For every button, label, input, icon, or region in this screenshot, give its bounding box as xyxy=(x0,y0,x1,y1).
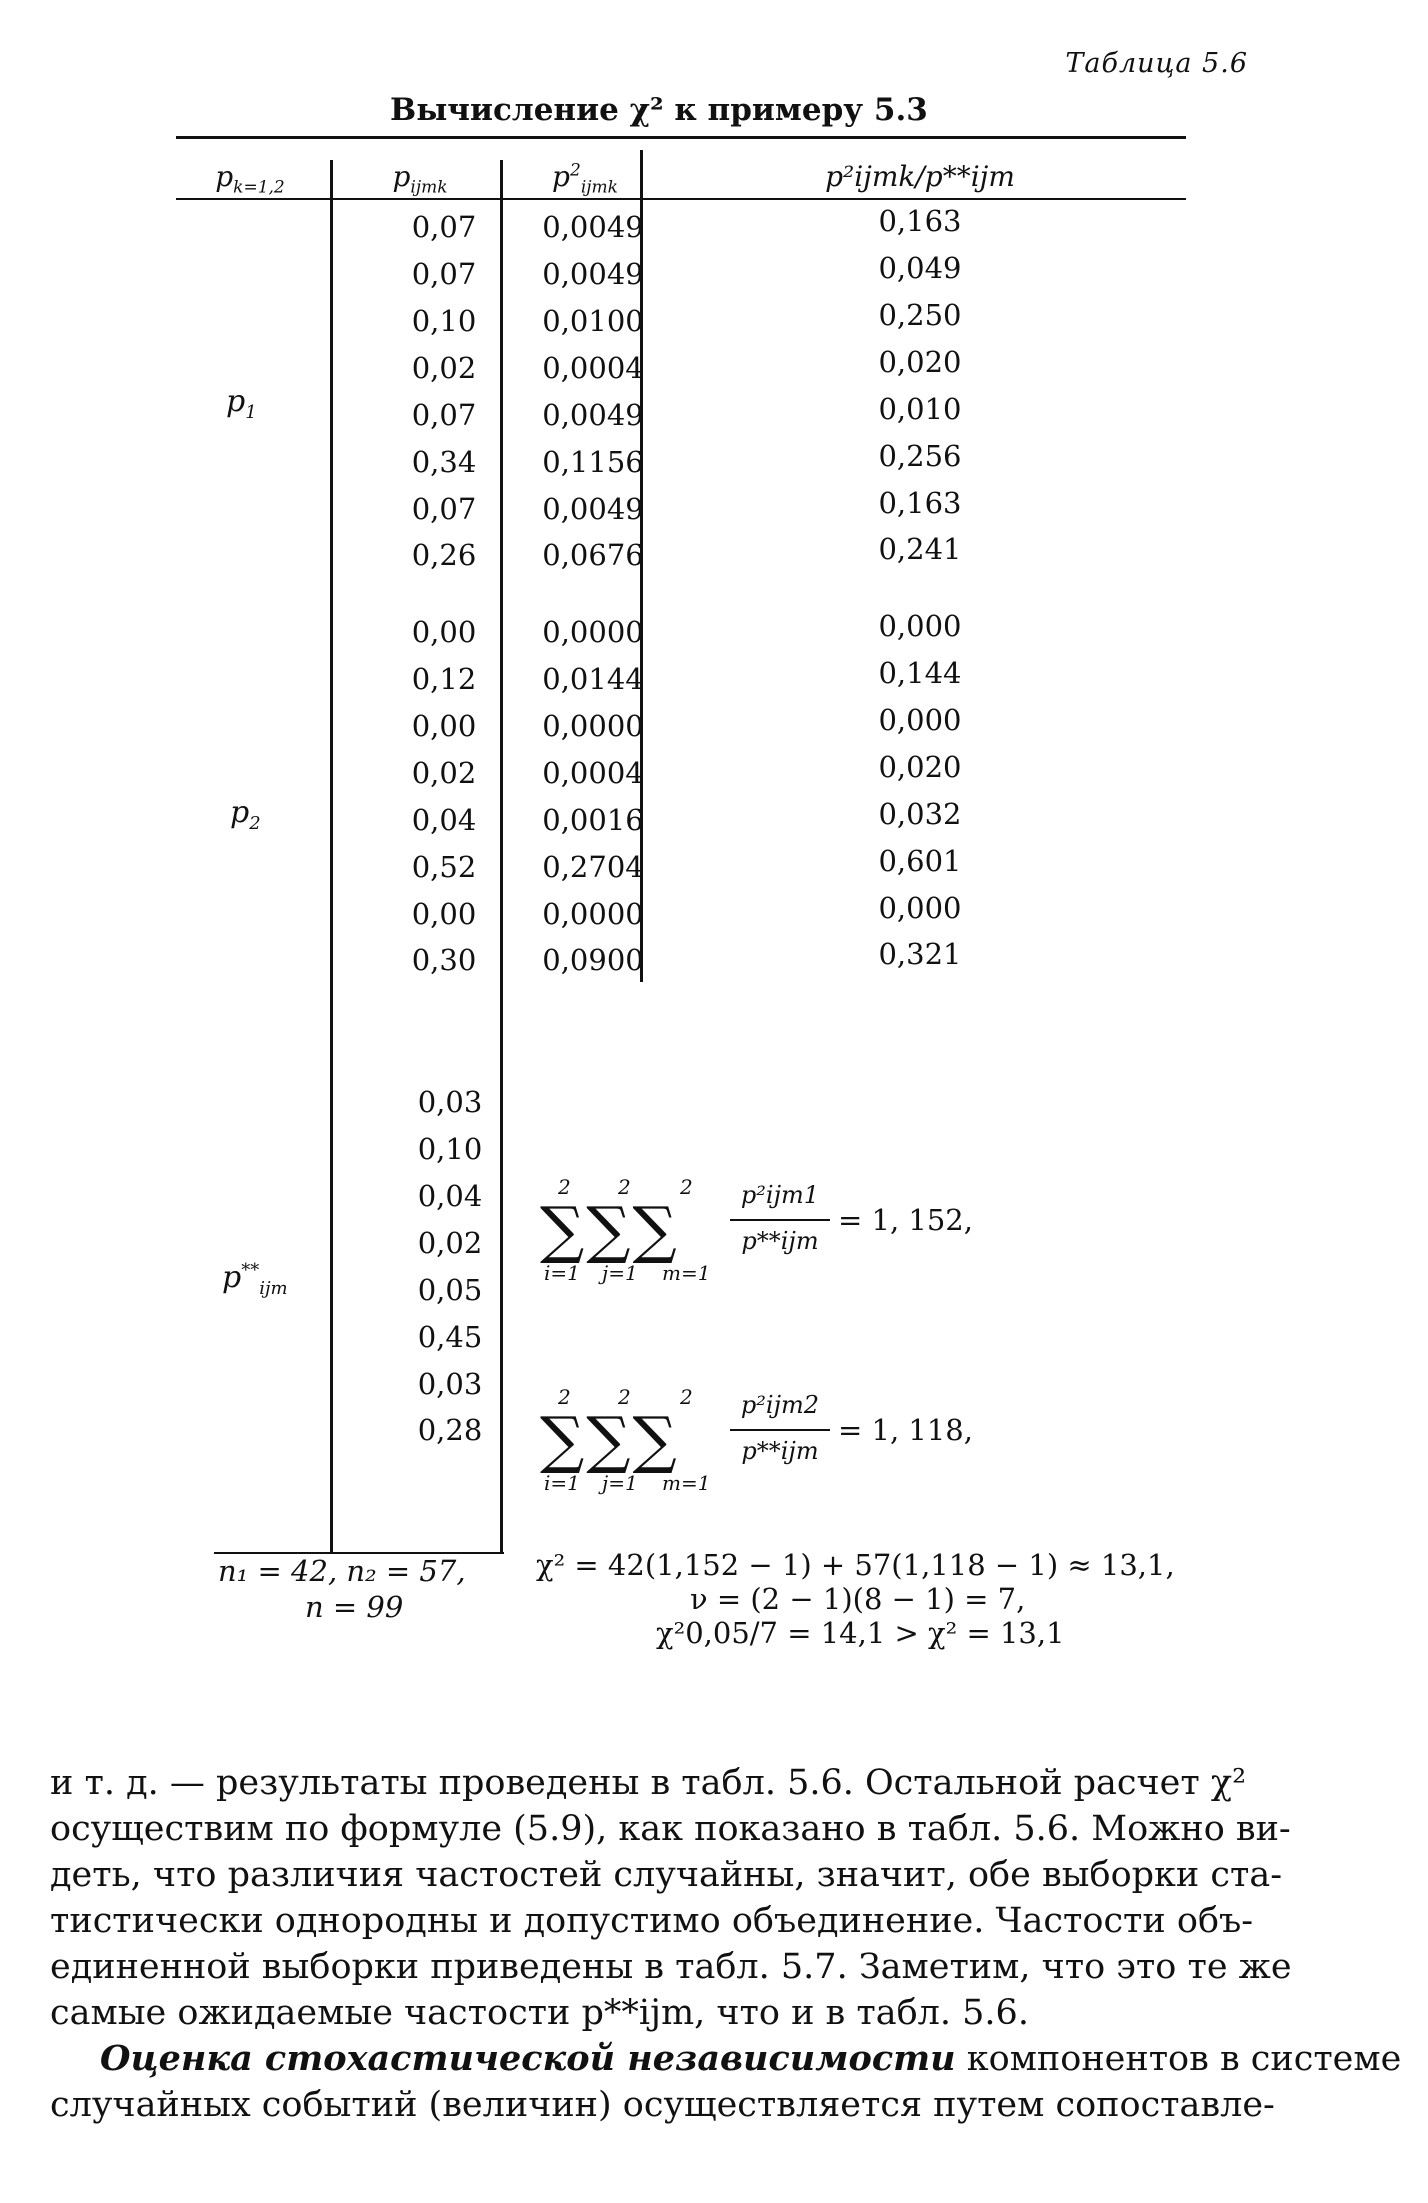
group-label-pstar: $p^{**}_{ijm}$ xyxy=(222,1260,288,1299)
footer-n-values: n₁ = 42, n₂ = 57, xyxy=(218,1554,466,1588)
cell-pijmk: 0,34 xyxy=(411,444,477,479)
cell-pstar: 0,03 xyxy=(417,1366,483,1401)
cell-p2ijmk: 0,0144 xyxy=(542,661,644,696)
header-pk: $p_{k=1,2}$ xyxy=(215,160,285,198)
cell-p2ijmk: 0,0049 xyxy=(542,256,644,291)
footer-chi-square: χ² = 42(1,152 − 1) + 57(1,118 − 1) ≈ 13,1, xyxy=(536,1548,1175,1582)
numerator: p²ijm1 xyxy=(740,1181,820,1209)
cell-pijmk: 0,26 xyxy=(411,538,477,573)
cell-pijmk: 0,04 xyxy=(411,802,477,837)
footer-critical-value: χ²0,05/7 = 14,1 > χ² = 13,1 xyxy=(656,1616,1065,1650)
cell-pijmk: 0,02 xyxy=(411,350,477,385)
sigma-lower-i: i=1 xyxy=(544,1471,580,1495)
sigma-upper: 2 xyxy=(558,1175,571,1199)
fraction xyxy=(730,1391,830,1491)
fraction-bar xyxy=(730,1219,830,1221)
cell-pijmk: 0,07 xyxy=(411,210,477,244)
fraction xyxy=(730,1181,830,1281)
cell-p2ijmk: 0,0000 xyxy=(542,708,644,743)
cell-ratio: 0,000 xyxy=(878,609,962,643)
cell-ratio: 0,144 xyxy=(878,655,962,690)
cell-ratio: 0,032 xyxy=(878,796,962,831)
cell-pstar: 0,10 xyxy=(417,1131,483,1166)
cell-p2ijmk: 0,0676 xyxy=(542,538,644,573)
cell-ratio: 0,163 xyxy=(878,204,962,238)
body-line: тистически однородны и допустимо объединение. Частости объ- xyxy=(50,1901,1254,1941)
body-line: самые ожидаемые частости p**ijm, что и в табл. 5.6. xyxy=(50,1993,1029,2033)
table-top-rule xyxy=(176,136,1186,139)
body-text xyxy=(50,1760,1402,2128)
cell-ratio: 0,256 xyxy=(878,438,962,473)
sigma-lower-j: j=1 xyxy=(602,1261,638,1285)
cell-ratio: 0,000 xyxy=(878,702,962,737)
fraction-bar xyxy=(730,1429,830,1431)
sigma-upper: 2 xyxy=(680,1175,693,1199)
cell-pstar: 0,05 xyxy=(417,1272,483,1307)
cell-ratio: 0,020 xyxy=(878,749,962,784)
sigma-lower-m: m=1 xyxy=(662,1471,711,1495)
cell-p2ijmk: 0,0900 xyxy=(542,943,644,978)
table-title: Вычисление χ² к примеру 5.3 xyxy=(390,92,928,128)
cell-pijmk: 0,12 xyxy=(411,661,477,696)
sigma-upper: 2 xyxy=(680,1385,693,1409)
sigma-lower-i: i=1 xyxy=(544,1261,580,1285)
table-header-rule xyxy=(176,198,1186,200)
body-line: случайных событий (величин) осуществляется путем сопоставле- xyxy=(50,2085,1275,2125)
cell-pstar: 0,28 xyxy=(417,1413,483,1448)
header-ratio: p²ijmk/p**ijm xyxy=(825,160,1015,193)
body-line: и т. д. — результаты проведены в табл. 5.6. Остальной расчет χ² xyxy=(50,1763,1247,1803)
cell-pstar: 0,45 xyxy=(417,1319,483,1354)
sigma-symbols: ∑∑∑ xyxy=(540,1193,679,1266)
cell-pijmk: 0,30 xyxy=(411,943,477,978)
header-pijmk: $p_{ijmk}$ xyxy=(392,160,448,198)
cell-pstar: 0,04 xyxy=(417,1178,483,1213)
body-line: Оценка стохастической независимости компонентов в системе xyxy=(100,2038,1402,2079)
cell-ratio: 0,163 xyxy=(878,485,962,520)
cell-p2ijmk: 0,0000 xyxy=(542,896,644,931)
cell-pijmk: 0,52 xyxy=(411,849,477,884)
cell-pstar: 0,03 xyxy=(417,1085,483,1119)
numerator: p²ijm2 xyxy=(740,1391,820,1419)
sigma-lower-j: j=1 xyxy=(602,1471,638,1495)
cell-pijmk: 0,00 xyxy=(411,896,477,931)
footer-n-total: n = 99 xyxy=(305,1590,404,1624)
group-label-p2: $p_2$ xyxy=(230,795,261,834)
sum-formula-1 xyxy=(540,1175,1000,1285)
cell-ratio: 0,601 xyxy=(878,843,962,878)
header-p2ijmk: $p^2_{ijmk}$ xyxy=(552,160,618,198)
cell-pijmk: 0,07 xyxy=(411,256,477,291)
sigma-upper: 2 xyxy=(618,1175,631,1199)
cell-p2ijmk: 0,0000 xyxy=(542,615,644,649)
cell-ratio: 0,250 xyxy=(878,297,962,332)
table-label: Таблица 5.6 xyxy=(1065,48,1248,79)
cell-p2ijmk: 0,0049 xyxy=(542,210,644,244)
body-line: единенной выборки приведены в табл. 5.7. Заметим, что это те же xyxy=(50,1947,1292,1987)
footer-degrees-freedom: ν = (2 − 1)(8 − 1) = 7, xyxy=(690,1582,1026,1616)
cell-pijmk: 0,10 xyxy=(411,303,477,338)
cell-p2ijmk: 0,0004 xyxy=(542,350,644,385)
denominator: p**ijm xyxy=(741,1227,819,1255)
sum-formula-2 xyxy=(540,1385,1000,1495)
sum-result-1: = 1, 152, xyxy=(838,1203,973,1237)
body-line: осуществим по формуле (5.9), как показано в табл. 5.6. Можно ви- xyxy=(50,1809,1291,1849)
cell-p2ijmk: 0,0049 xyxy=(542,397,644,432)
cell-pijmk: 0,00 xyxy=(411,615,477,649)
cell-pijmk: 0,00 xyxy=(411,708,477,743)
cell-ratio: 0,000 xyxy=(878,890,962,925)
cell-p2ijmk: 0,0016 xyxy=(542,802,644,837)
col-divider-1 xyxy=(330,160,333,1552)
cell-ratio: 0,049 xyxy=(878,250,962,285)
group-label-p1: $p_1$ xyxy=(226,384,257,423)
cell-p2ijmk: 0,1156 xyxy=(542,444,644,479)
sigma-lower-m: m=1 xyxy=(662,1261,711,1285)
cell-p2ijmk: 0,0004 xyxy=(542,755,644,790)
cell-pijmk: 0,07 xyxy=(411,491,477,526)
cell-ratio: 0,321 xyxy=(878,937,962,972)
cell-ratio: 0,241 xyxy=(878,532,962,567)
body-line: деть, что различия частостей случайны, значит, обе выборки ста- xyxy=(50,1855,1283,1895)
cell-ratio: 0,020 xyxy=(878,344,962,379)
cell-pstar: 0,02 xyxy=(417,1225,483,1260)
sigma-upper: 2 xyxy=(618,1385,631,1409)
sigma-symbols: ∑∑∑ xyxy=(540,1403,679,1476)
denominator: p**ijm xyxy=(741,1437,819,1465)
cell-ratio: 0,010 xyxy=(878,391,962,426)
cell-pijmk: 0,07 xyxy=(411,397,477,432)
sum-result-2: = 1, 118, xyxy=(838,1413,973,1447)
cell-p2ijmk: 0,0049 xyxy=(542,491,644,526)
cell-pijmk: 0,02 xyxy=(411,755,477,790)
cell-p2ijmk: 0,2704 xyxy=(542,849,644,884)
emphasis-term: Оценка стохастической независимости xyxy=(100,2038,956,2079)
sigma-upper: 2 xyxy=(558,1385,571,1409)
cell-p2ijmk: 0,0100 xyxy=(542,303,644,338)
